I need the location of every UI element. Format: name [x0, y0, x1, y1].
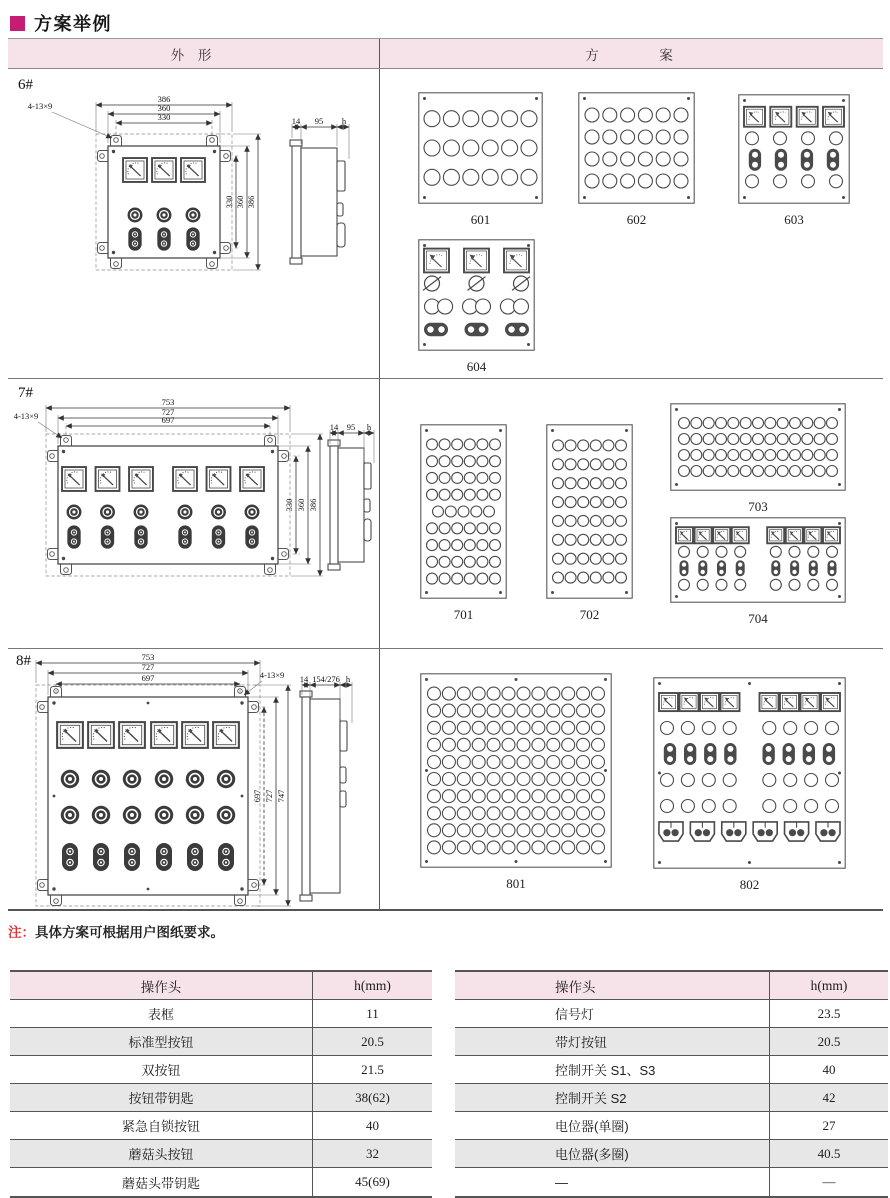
dim-label: 360: [235, 195, 245, 209]
dim-label: 753: [141, 652, 155, 662]
spec-row: [10, 1028, 432, 1056]
dim-label: 697: [161, 415, 175, 425]
scheme-panel-svg: [738, 94, 850, 204]
dim-label: 386: [246, 195, 256, 209]
spec-cell-label: 电位器(单圈): [455, 1112, 770, 1139]
spec-cell-value: 27: [822, 1117, 836, 1133]
panel-button: [128, 208, 143, 223]
scheme-panel-svg: [670, 403, 846, 491]
spec-cell-value: 20.5: [361, 1033, 384, 1049]
dim-label: 154/276: [312, 674, 340, 684]
scheme-number-label: 702: [579, 607, 600, 622]
scheme-number-label: 602: [626, 212, 647, 227]
spec-row: [10, 1140, 432, 1168]
scheme-703: [670, 403, 846, 515]
side-view: [290, 116, 349, 264]
outline-6-drawing: [8, 69, 380, 379]
outline-8-drawing: [8, 649, 380, 909]
spec-col1-header: 操作头: [10, 972, 313, 999]
spec-row: [455, 1056, 888, 1084]
scheme-701: [420, 424, 507, 623]
dim-label: 330: [224, 195, 234, 209]
spec-row: [455, 1000, 888, 1028]
spec-cell-label: 按钮带钥匙: [10, 1084, 313, 1111]
spec-cell-label: 控制开关 S1、S3: [455, 1056, 770, 1083]
spec-row: [10, 1168, 432, 1196]
column-header-scheme: 方 案: [585, 47, 678, 63]
scheme-cell-7: [380, 379, 883, 648]
dim-label: 14: [329, 422, 339, 432]
dim-label: 360: [157, 103, 171, 113]
outline-cell-8: [8, 649, 380, 909]
note-text: 具体方案可根据用户图纸要求。: [35, 925, 224, 940]
dim-label: 697: [252, 789, 262, 803]
scheme-number-label: 701: [453, 607, 474, 622]
spec-cell-label: 电位器(多圈): [455, 1140, 770, 1167]
spec-cell-value: 20.5: [817, 1033, 841, 1049]
table-header-row: [8, 39, 883, 69]
dim-label: 753: [161, 397, 175, 407]
spec-row: [455, 1084, 888, 1112]
scheme-802: [653, 677, 846, 893]
spec-cell-label: 蘑菇头按钮: [10, 1140, 313, 1167]
spec-cell-value: 23.5: [817, 1005, 841, 1021]
scheme-604: [418, 239, 535, 375]
dim-label: 727: [141, 662, 155, 672]
scheme-number-label: 601: [470, 212, 491, 227]
front-view: [96, 134, 232, 270]
dim-label: 14: [299, 674, 309, 684]
outline-7-drawing: [8, 379, 380, 649]
hole-spec-label: 4-13×9: [259, 670, 285, 680]
note-prefix: 注：: [8, 925, 35, 940]
row-8: [8, 649, 883, 909]
scheme-panel-svg: [578, 92, 695, 204]
dim-label: 330: [157, 112, 171, 122]
scheme-panel-svg: [418, 92, 543, 204]
dim-label: 386: [308, 498, 318, 512]
spec-header-row: [10, 972, 432, 1000]
dim-label: 95: [346, 422, 356, 432]
spec-cell-value: —: [822, 1174, 836, 1189]
scheme-number-label: 801: [506, 876, 526, 891]
dim-label: 330: [284, 498, 294, 512]
dim-label: 727: [264, 789, 274, 803]
spec-cell-value: 21.5: [361, 1061, 384, 1077]
spec-col2-header: h(mm): [810, 977, 848, 993]
dim-label: 360: [296, 498, 306, 512]
spec-cell-label: 信号灯: [455, 1000, 770, 1027]
spec-table-left: [10, 970, 432, 1198]
side-view: [328, 422, 374, 570]
section-bullet-icon: [10, 16, 25, 31]
spec-table-right: [455, 970, 888, 1198]
scheme-702: [546, 424, 633, 623]
scheme-panel-svg: [420, 673, 612, 868]
spec-cell-value: 11: [366, 1005, 379, 1021]
dim-label: h: [341, 116, 347, 126]
dim-label: 95: [314, 116, 324, 126]
spec-row: [10, 1000, 432, 1028]
spec-cell-value: 42: [822, 1089, 836, 1105]
dim-label: 747: [276, 789, 286, 803]
section-id-label: 7#: [18, 385, 33, 401]
spec-row: [455, 1112, 888, 1140]
row-6: [8, 69, 883, 379]
side-view: [300, 674, 352, 901]
outline-cell-7: [8, 379, 380, 648]
dim-label: 727: [161, 407, 175, 417]
mounting-lug: [111, 136, 122, 147]
scheme-801: [420, 673, 612, 892]
scheme-704: [670, 517, 846, 627]
spec-cell-label: 带灯按钮: [455, 1028, 770, 1055]
scheme-602: [578, 92, 695, 228]
section-id-label: 8#: [16, 653, 31, 669]
scheme-panel-svg: [670, 517, 846, 603]
spec-cell-value: 32: [366, 1145, 379, 1161]
scheme-cell-6: [380, 69, 883, 378]
scheme-cell-8: [380, 649, 883, 909]
page-title: 方案举例: [34, 14, 112, 34]
spec-cell-value: 40.5: [817, 1145, 841, 1161]
dim-label: 697: [141, 673, 155, 683]
spec-row: [455, 1028, 888, 1056]
spec-cell-label: 蘑菇头带钥匙: [10, 1168, 313, 1196]
hole-spec-label: 4-13×9: [27, 101, 53, 111]
section-id-label: 6#: [18, 77, 33, 93]
scheme-panel-svg: [546, 424, 633, 599]
dim-label: 386: [157, 94, 171, 104]
spec-row: [10, 1084, 432, 1112]
spec-row: [455, 1140, 888, 1168]
scheme-panel-svg: [653, 677, 846, 869]
spec-cell-value: 38(62): [355, 1089, 390, 1105]
hole-spec-label: 4-13×9: [13, 411, 39, 421]
panel-double-button: [128, 227, 141, 250]
panel-meter: [123, 158, 147, 182]
note: [8, 921, 224, 941]
scheme-panel-svg: [418, 239, 535, 351]
spec-cell-value: 45(69): [355, 1174, 390, 1189]
spec-row: [455, 1168, 888, 1196]
column-header-outline: 外 形: [8, 39, 380, 68]
spec-header-row: [455, 972, 888, 1000]
row-7: [8, 379, 883, 649]
scheme-number-label: 703: [748, 499, 768, 514]
spec-cell-label: —: [455, 1168, 770, 1196]
spec-col1-header: 操作头: [455, 972, 770, 999]
scheme-panel-svg: [420, 424, 507, 599]
front-view: [36, 685, 260, 906]
spec-cell-label: 双按钮: [10, 1056, 313, 1083]
scheme-number-label: 604: [466, 359, 487, 374]
scheme-603: [738, 94, 850, 228]
dim-label: h: [345, 674, 351, 684]
spec-col2-header: h(mm): [354, 977, 391, 993]
scheme-601: [418, 92, 543, 228]
dim-label: 14: [291, 116, 301, 126]
scheme-number-label: 603: [784, 212, 804, 227]
outline-cell-6: [8, 69, 380, 378]
spec-cell-label: 控制开关 S2: [455, 1084, 770, 1111]
spec-cell-label: 紧急自锁按钮: [10, 1112, 313, 1139]
spec-cell-value: 40: [822, 1061, 836, 1077]
spec-row: [10, 1056, 432, 1084]
spec-row: [10, 1112, 432, 1140]
scheme-number-label: 802: [739, 877, 760, 892]
dim-label: h: [366, 422, 372, 432]
page-header: [10, 10, 112, 36]
spec-cell-value: 40: [366, 1117, 379, 1133]
front-view: [46, 434, 290, 576]
spec-cell-label: 表框: [10, 1000, 313, 1027]
scheme-example-table: [8, 38, 883, 911]
scheme-number-label: 704: [748, 611, 768, 626]
spec-cell-label: 标准型按钮: [10, 1028, 313, 1055]
